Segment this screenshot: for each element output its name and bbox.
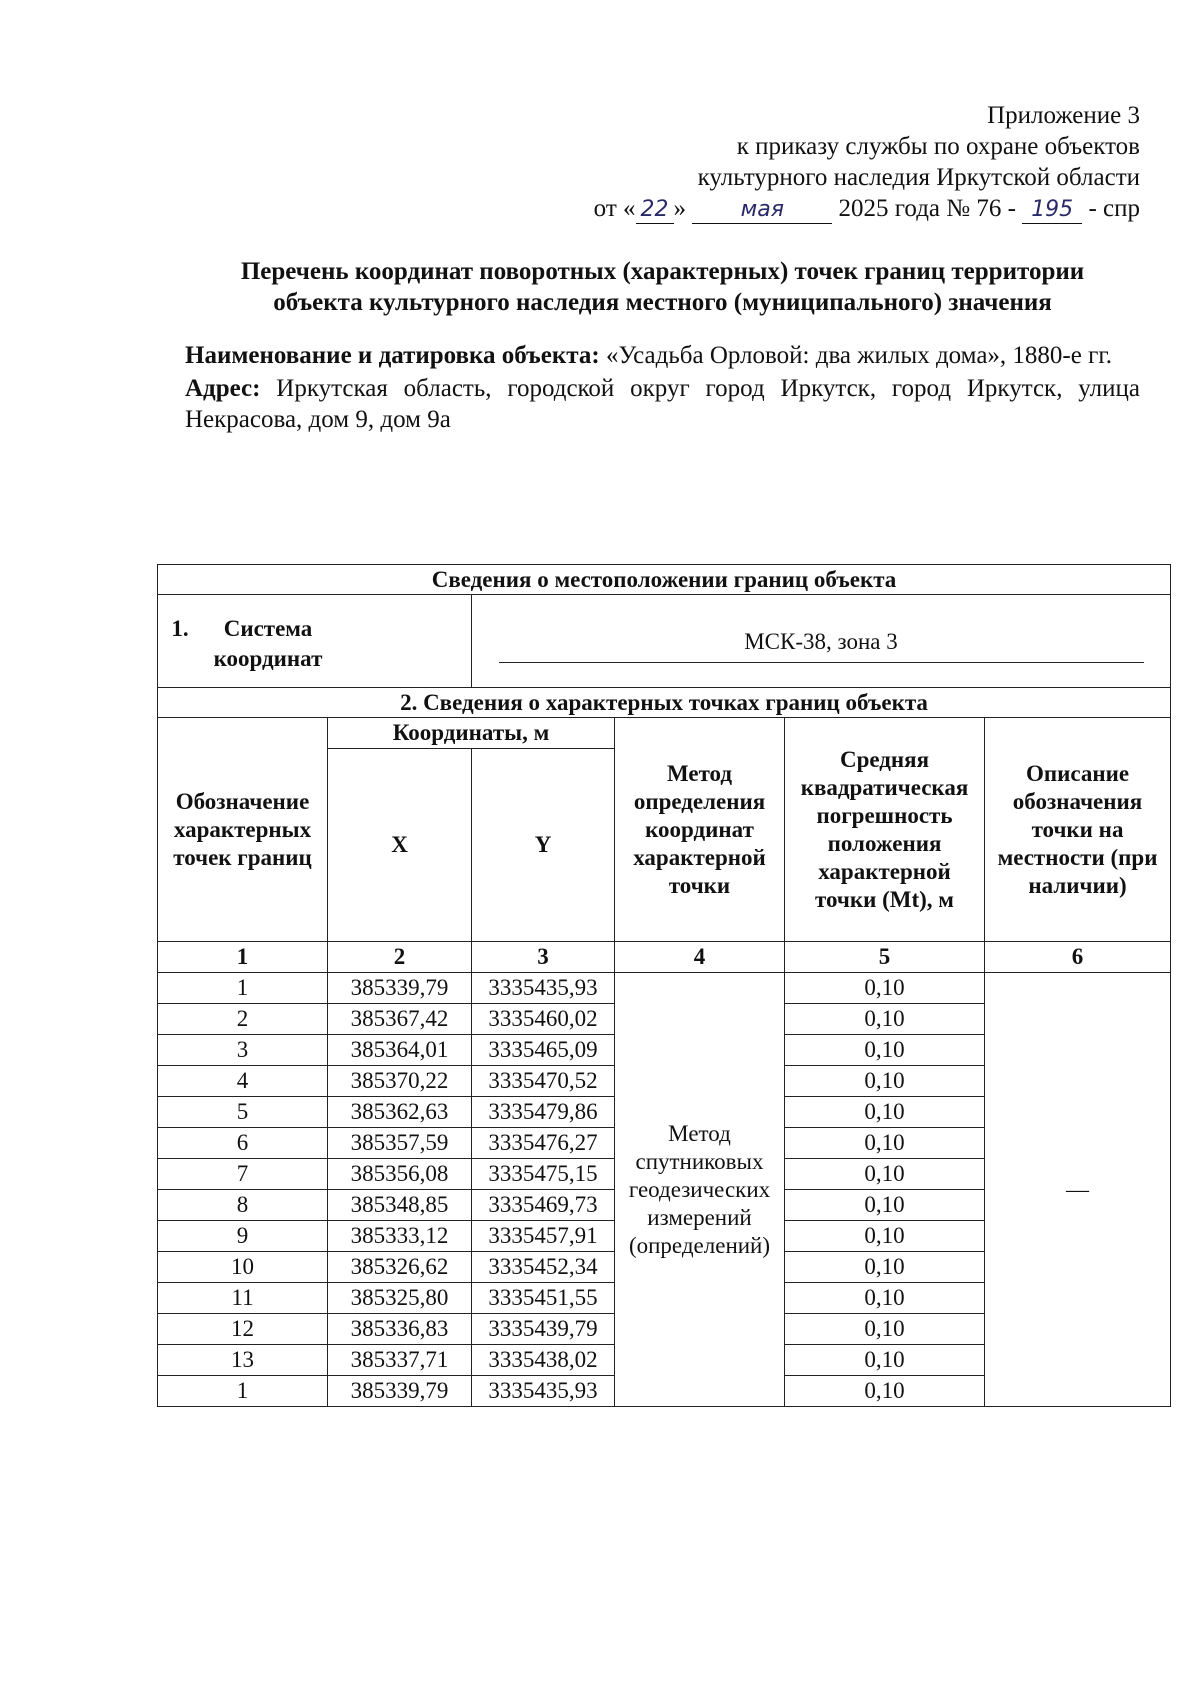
x-cell: 385357,59 xyxy=(328,1128,472,1159)
y-cell: 3335452,34 xyxy=(472,1252,615,1283)
error-cell: 0,10 xyxy=(785,1004,985,1035)
header-y: Y xyxy=(472,749,615,942)
point-cell: 9 xyxy=(158,1221,328,1252)
point-cell: 4 xyxy=(158,1066,328,1097)
system-value: МСК-38, зона 3 xyxy=(499,628,1144,663)
object-name-value: «Усадьба Орловой: два жилых дома», 1880-е гг. xyxy=(605,342,1113,369)
date-day-handwritten: 22 xyxy=(636,197,674,224)
error-cell: 0,10 xyxy=(785,1345,985,1376)
date-month-handwritten: мая xyxy=(692,197,832,224)
column-number-4: 4 xyxy=(615,942,785,973)
method-cell: Метод спутниковых геодезических измерений (определений) xyxy=(615,973,785,1407)
x-cell: 385325,80 xyxy=(328,1283,472,1314)
column-number-5: 5 xyxy=(785,942,985,973)
y-cell: 3335439,79 xyxy=(472,1314,615,1345)
error-cell: 0,10 xyxy=(785,1159,985,1190)
point-cell: 1 xyxy=(158,973,328,1004)
error-cell: 0,10 xyxy=(785,1376,985,1407)
appendix-line-1: Приложение 3 xyxy=(987,102,1140,129)
table-row xyxy=(158,973,1171,1004)
error-cell: 0,10 xyxy=(785,1128,985,1159)
system-number: 1. xyxy=(171,616,189,641)
point-cell: 5 xyxy=(158,1097,328,1128)
column-number-2: 2 xyxy=(328,942,472,973)
appendix-line-3: культурного наследия Иркутской области xyxy=(697,164,1140,191)
appendix-date-line xyxy=(594,193,1140,224)
error-cell: 0,10 xyxy=(785,1066,985,1097)
point-cell: 10 xyxy=(158,1252,328,1283)
x-cell: 385337,71 xyxy=(328,1345,472,1376)
y-cell: 3335451,55 xyxy=(472,1283,615,1314)
y-cell: 3335469,73 xyxy=(472,1190,615,1221)
y-cell: 3335435,93 xyxy=(472,1376,615,1407)
date-year-text: 2025 года № 76 - xyxy=(838,195,1016,222)
object-name-label: Наименование и датировка объекта: xyxy=(185,342,600,369)
x-cell: 385356,08 xyxy=(328,1159,472,1190)
error-cell: 0,10 xyxy=(785,1035,985,1066)
error-cell: 0,10 xyxy=(785,1221,985,1252)
point-cell: 8 xyxy=(158,1190,328,1221)
x-cell: 385348,85 xyxy=(328,1190,472,1221)
column-number-1: 1 xyxy=(158,942,328,973)
coordinates-table xyxy=(157,564,1171,1407)
header-x: X xyxy=(328,749,472,942)
section1-title: Сведения о местоположении границ объекта xyxy=(158,565,1171,595)
error-cell: 0,10 xyxy=(785,973,985,1004)
y-cell: 3335475,15 xyxy=(472,1159,615,1190)
coordinate-system-row xyxy=(158,595,1171,688)
point-cell: 2 xyxy=(158,1004,328,1035)
section2-title: 2. Сведения о характерных точках границ объекта xyxy=(158,688,1171,718)
x-cell: 385367,42 xyxy=(328,1004,472,1035)
coordinate-system-value-cell xyxy=(472,595,1171,688)
error-cell: 0,10 xyxy=(785,1283,985,1314)
y-cell: 3335479,86 xyxy=(472,1097,615,1128)
error-cell: 0,10 xyxy=(785,1190,985,1221)
x-cell: 385339,79 xyxy=(328,1376,472,1407)
x-cell: 385333,12 xyxy=(328,1221,472,1252)
y-cell: 3335460,02 xyxy=(472,1004,615,1035)
error-cell: 0,10 xyxy=(785,1314,985,1345)
header-point: Обозначение характерных точек границ xyxy=(158,718,328,942)
y-cell: 3335457,91 xyxy=(472,1221,615,1252)
description-cell: — xyxy=(985,973,1171,1407)
x-cell: 385370,22 xyxy=(328,1066,472,1097)
date-close: » xyxy=(673,195,687,222)
header-coords: Координаты, м xyxy=(328,718,615,749)
point-cell: 13 xyxy=(158,1345,328,1376)
error-cell: 0,10 xyxy=(785,1252,985,1283)
coordinate-system-label-cell xyxy=(158,595,472,688)
y-cell: 3335438,02 xyxy=(472,1345,615,1376)
object-name-paragraph xyxy=(185,340,1140,371)
y-cell: 3335465,09 xyxy=(472,1035,615,1066)
date-prefix: от « xyxy=(593,195,636,222)
error-cell: 0,10 xyxy=(785,1097,985,1128)
x-cell: 385364,01 xyxy=(328,1035,472,1066)
appendix-line-2: к приказу службы по охране объектов xyxy=(736,133,1140,160)
x-cell: 385326,62 xyxy=(328,1252,472,1283)
system-label: Система координат xyxy=(213,616,323,671)
point-cell: 11 xyxy=(158,1283,328,1314)
y-cell: 3335470,52 xyxy=(472,1066,615,1097)
section2-header-row xyxy=(158,688,1171,718)
x-cell: 385336,83 xyxy=(328,1314,472,1345)
point-cell: 6 xyxy=(158,1128,328,1159)
header-error: Средняя квадратическая погрешность положения характерной точки (Mt), м xyxy=(785,718,985,942)
point-cell: 12 xyxy=(158,1314,328,1345)
y-cell: 3335435,93 xyxy=(472,973,615,1004)
point-cell: 1 xyxy=(158,1376,328,1407)
order-suffix: - спр xyxy=(1088,195,1140,222)
column-number-6: 6 xyxy=(985,942,1171,973)
object-info xyxy=(185,340,1140,437)
header-method: Метод определения координат характерной точки xyxy=(615,718,785,942)
x-cell: 385362,63 xyxy=(328,1097,472,1128)
order-number-handwritten: 195 xyxy=(1022,197,1082,224)
x-cell: 385339,79 xyxy=(328,973,472,1004)
point-cell: 3 xyxy=(158,1035,328,1066)
section1-header-row xyxy=(158,565,1171,595)
header-description: Описание обозначения точки на местности (при наличии) xyxy=(985,718,1171,942)
appendix-header xyxy=(594,100,1140,224)
point-cell: 7 xyxy=(158,1159,328,1190)
object-address-value: Иркутская область, городской округ город Иркутск, город Иркутск, улица Некрасова, дом 9, дом 9а xyxy=(185,375,1141,433)
document-title xyxy=(185,256,1140,318)
object-address-paragraph xyxy=(185,373,1140,435)
column-number-3: 3 xyxy=(472,942,615,973)
object-address-label: Адрес: xyxy=(185,375,261,402)
title-line-1: Перечень координат поворотных (характерных) точек границ территории xyxy=(240,258,1085,285)
column-number-row xyxy=(158,942,1171,973)
y-cell: 3335476,27 xyxy=(472,1128,615,1159)
column-header-row-1 xyxy=(158,718,1171,749)
title-line-2: объекта культурного наследия местного (муниципального) значения xyxy=(273,289,1052,316)
